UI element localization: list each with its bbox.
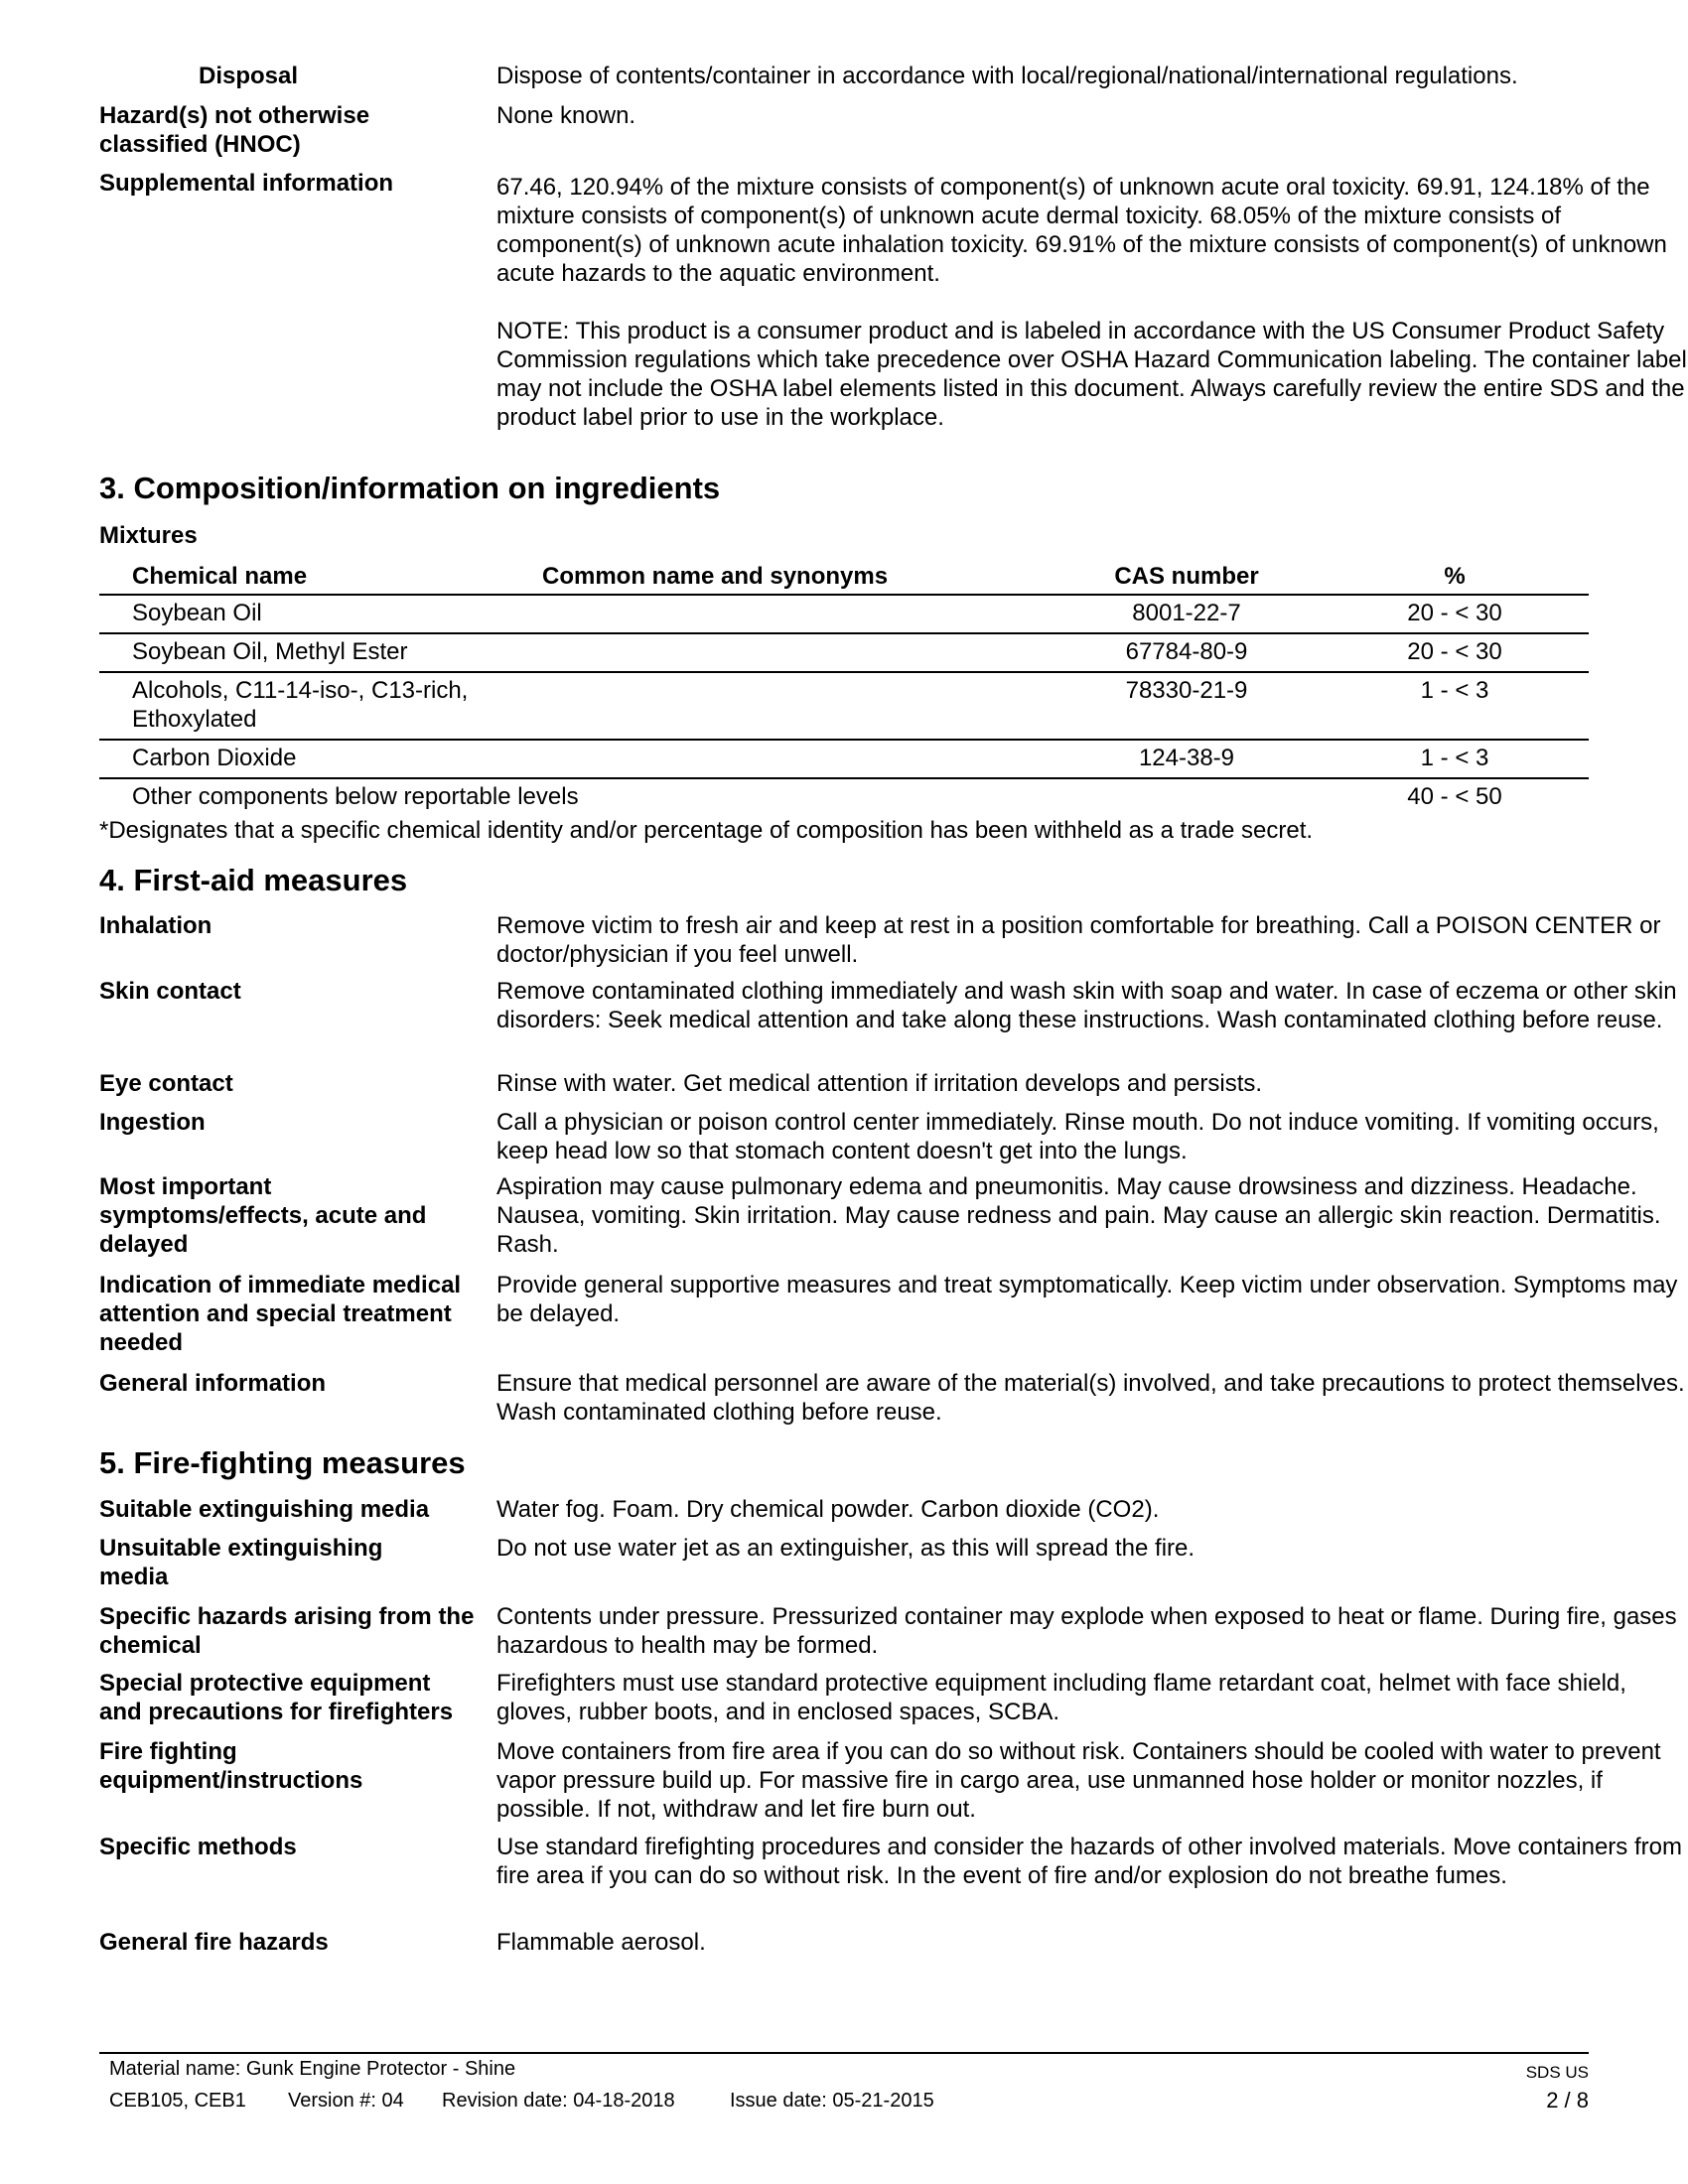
fire-value: Do not use water jet as an extinguisher, as this will spread the fire. [496,1535,1196,1562]
fire-value: Firefighters must use standard protective equipment including flame retardant coat, helmet with face shield, gloves, rubber boots, and in enclosed spaces, SCBA. [496,1670,1626,1725]
chemical-name-cell: Alcohols, C11-14-iso-, C13-rich, Ethoxylated [99,672,509,740]
percent-cell: 1 - < 3 [1321,740,1589,778]
table-row [99,740,1589,778]
percent-cell: 20 - < 30 [1321,633,1589,672]
first-aid-label: General information [99,1370,327,1397]
chemical-name-cell: Other components below reportable levels [132,783,579,810]
fire-row [99,1669,1626,1728]
percent-cell: 20 - < 30 [1321,595,1589,633]
first-aid-row [99,1369,1685,1429]
synonym-cell [509,633,1053,672]
footer-doc-type: SDS US [1525,2063,1589,2082]
disposal-text: Dispose of contents/container in accordance with local/regional/national/international regulations. [496,63,1518,89]
footer-material-name: Material name: Gunk Engine Protector - Shine [109,2058,516,2080]
cas-cell: 8001-22-7 [1053,595,1321,633]
footer-rule [99,2052,1589,2054]
fire-value: Contents under pressure. Pressurized container may explode when exposed to heat or flame. During fire, gases hazardous to health may be formed. [496,1603,1677,1659]
table-row [99,672,1589,740]
footer-revision-date: Revision date: 04-18-2018 [442,2090,675,2112]
percent-cell: 1 - < 3 [1321,672,1589,740]
hnoc-label: Hazard(s) not otherwise classified (HNOC) [99,102,370,158]
first-aid-row [99,911,1661,973]
first-aid-value: Call a physician or poison control center immediately. Rinse mouth. Do not induce vomiting. If vomiting occurs, keep head low so that stomach content doesn't get into the lungs. [496,1109,1659,1164]
first-aid-value: Ensure that medical personnel are aware of the material(s) involved, and take precautions to protect themselves. Wash contaminated clothing before reuse. [496,1370,1685,1426]
fire-label: Fire fighting equipment/instructions [99,1738,363,1794]
footer-issue-date: Issue date: 05-21-2015 [730,2090,934,2112]
synonym-cell [509,740,1053,778]
footer-page-number: 2 / 8 [1546,2088,1589,2113]
first-aid-value: Rinse with water. Get medical attention if irritation develops and persists. [496,1070,1263,1097]
fire-value: Water fog. Foam. Dry chemical powder. Carbon dioxide (CO2). [496,1496,1160,1523]
first-aid-value: Aspiration may cause pulmonary edema and pneumonitis. May cause drowsiness and dizziness. Headache. Nausea, vomiting. Skin irritation. May cause redness and pain. May cause an allergic skin reaction. Dermatitis. Rash. [496,1173,1661,1258]
fire-label: General fire hazards [99,1929,329,1956]
fire-label: Special protective equipment and precautions for firefighters [99,1670,454,1725]
first-aid-value: Provide general supportive measures and treat symptomatically. Keep victim under observation. Symptoms may be delayed. [496,1272,1678,1327]
percent-cell: 40 - < 50 [1407,783,1502,810]
col-percent: % [1321,559,1589,595]
table-row [99,778,1589,816]
ingredients-table [99,559,1589,816]
section5-title: 5. Fire-fighting measures [99,1445,466,1480]
first-aid-label: Indication of immediate medical attention and special treatment needed [99,1272,462,1356]
hnoc-row [99,101,1589,161]
hnoc-text: None known. [496,102,636,129]
synonym-cell [509,672,1053,740]
table-row [99,595,1589,633]
fire-row [99,1602,1677,1662]
trade-secret-footnote: *Designates that a specific chemical identity and/or percentage of composition has been withheld as a trade secret. [99,817,1314,844]
fire-row [99,1534,1589,1593]
first-aid-value: Remove contaminated clothing immediately and wash skin with soap and water. In case of eczema or other skin disorders: Seek medical attention and take along these instructions. Wash contaminated clothing before reuse. [496,978,1677,1033]
chemical-name-cell: Soybean Oil [99,595,509,633]
col-cas-number: CAS number [1053,559,1321,595]
first-aid-label: Inhalation [99,912,212,939]
supplemental-value [496,173,1688,432]
first-aid-row [99,1172,1661,1262]
footer-version: Version #: 04 [288,2090,404,2112]
first-aid-label: Skin contact [99,978,241,1005]
table-row [99,633,1589,672]
cas-cell: 67784-80-9 [1053,633,1321,672]
cas-cell: 78330-21-9 [1053,672,1321,740]
hnoc-value [496,101,1688,130]
first-aid-label: Eye contact [99,1070,233,1097]
section4-title: 4. First-aid measures [99,863,408,897]
fire-label: Specific hazards arising from the chemical [99,1603,475,1659]
disposal-value [496,62,1688,90]
chemical-name-cell: Soybean Oil, Methyl Ester [99,633,509,672]
first-aid-label: Most important symptoms/effects, acute and delayed [99,1173,427,1258]
first-aid-row [99,1069,1589,1099]
fire-row [99,1833,1682,1922]
fire-value: Flammable aerosol. [496,1929,706,1956]
first-aid-label: Ingestion [99,1109,206,1136]
disposal-label: Disposal [199,63,299,89]
supplemental-row [99,169,1687,457]
disposal-row [99,62,1589,91]
first-aid-row [99,977,1677,1064]
fire-row [99,1495,1589,1525]
fire-value: Use standard firefighting procedures and consider the hazards of other involved materials. Move containers from fire area if you can do so without risk. In the event of fire and/or explosion do not breathe fumes. [496,1834,1682,1889]
supplemental-note: NOTE: This product is a consumer product and is labeled in accordance with the US Consumer Product Safety Commission regulations which take precedence over OSHA Hazard Communication labeling. The container label may not include the OSHA label elements listed in this document. Always carefully review the entire SDS and the product label prior to use in the workplace. [496,318,1687,431]
fire-row [99,1928,1589,1958]
section3-title: 3. Composition/information on ingredients [99,471,721,505]
first-aid-row [99,1271,1678,1360]
first-aid-value: Remove victim to fresh air and keep at rest in a position comfortable for breathing. Call a POISON CENTER or doctor/physician if you feel unwell. [496,912,1661,968]
cas-cell [1053,778,1321,816]
fire-label: Unsuitable extinguishing media [99,1535,383,1590]
cas-cell: 124-38-9 [1053,740,1321,778]
fire-label: Specific methods [99,1834,297,1860]
chemical-name-cell: Carbon Dioxide [99,740,509,778]
fire-label: Suitable extinguishing media [99,1496,430,1523]
col-chemical-name: Chemical name [99,559,509,595]
supplemental-paragraph: 67.46, 120.94% of the mixture consists of component(s) of unknown acute oral toxicity. 69.91, 124.18% of the mixture consists of component(s) of unknown acute dermal toxicity. 68.05% of the mixture consists of component(s) of unknown acute inhalation toxicity. 69.91% of the mixture consists of component(s) of unknown acute hazards to the aquatic environment. [496,174,1667,287]
col-common-name: Common name and synonyms [509,559,1053,595]
fire-row [99,1737,1661,1827]
synonym-cell [509,595,1053,633]
table-header-row [99,559,1589,595]
supplemental-label: Supplemental information [99,170,394,197]
footer-product-codes: CEB105, CEB1 [109,2090,246,2112]
first-aid-row [99,1108,1659,1167]
fire-value: Move containers from fire area if you can do so without risk. Containers should be cooled with water to prevent vapor pressure build up. For massive fire in cargo area, use unmanned hose holder or monitor nozzles, if possible. If not, withdraw and let fire burn out. [496,1738,1661,1823]
mixtures-label: Mixtures [99,522,198,549]
